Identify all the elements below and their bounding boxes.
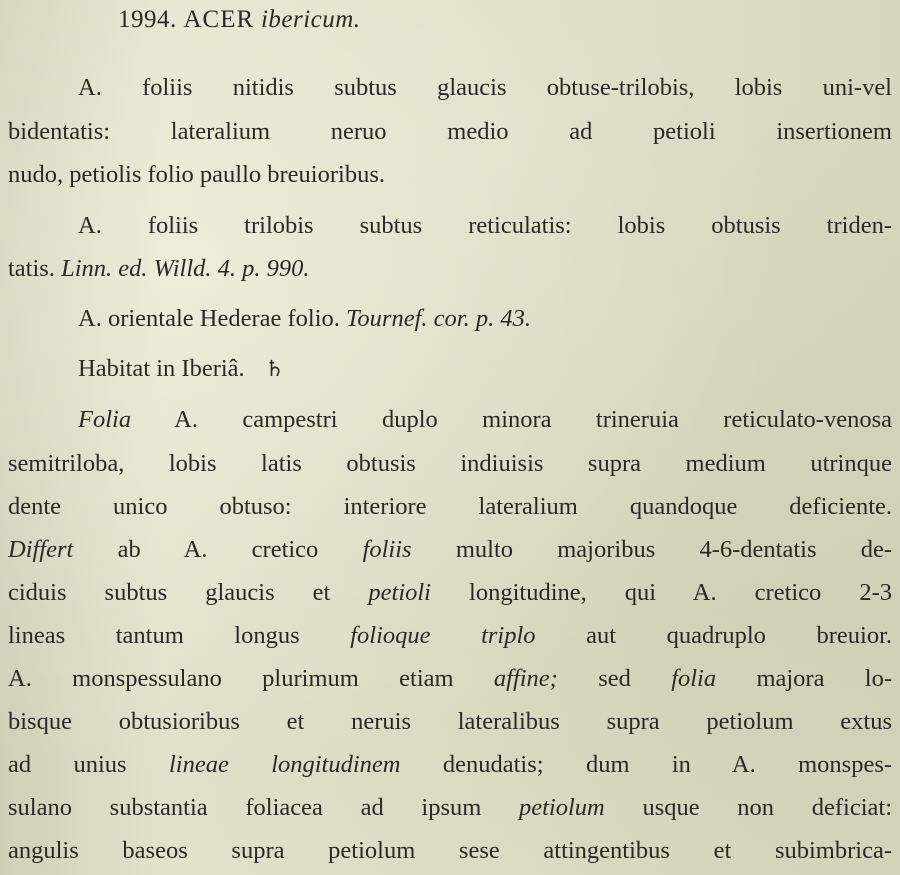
description-line-8: bisque obtusioribus et neruis lateralibus supra petiolum extus	[8, 708, 892, 735]
description-term: foliis	[362, 536, 412, 563]
description-text: multo majoribus 4-6-dentatis de-	[455, 536, 892, 563]
entry-heading	[118, 6, 361, 34]
description-line-1	[78, 405, 892, 435]
shrub-symbol-icon: ♄	[264, 357, 285, 382]
diagnosis-line-1: A. foliis nitidis subtus glaucis obtuse-trilobis, lobis uni-vel	[78, 74, 892, 101]
synonym-text: tatis.	[8, 255, 55, 282]
synonym-reference-2: Tournef. cor. p. 43.	[346, 305, 531, 332]
species-name: ibericum.	[260, 6, 361, 33]
description-text: denudatis; dum in A. monspes-	[442, 751, 892, 778]
description-line-7	[8, 664, 892, 694]
description-line-6	[8, 621, 892, 651]
description-term: petiolum	[519, 794, 605, 821]
description-text: ab A. cretico	[117, 536, 319, 563]
diagnosis-line-2: bidentatis: lateralium neruo medio ad petioli insertionem	[8, 118, 892, 145]
description-term: Differt	[8, 536, 74, 563]
description-text: majora lo-	[756, 665, 892, 692]
synonym-text-2: A. orientale Hederae folio.	[78, 305, 340, 332]
genus-name: ACER	[183, 6, 255, 33]
description-line-10	[8, 793, 892, 823]
description-line-11: angulis baseos supra petiolum sese attingentibus et subimbrica-	[8, 837, 892, 864]
description-term: folia	[671, 665, 717, 692]
description-term: petioli	[368, 579, 431, 606]
description-line-3: dente unico obtuso: interiore lateralium quandoque deficiente.	[8, 493, 892, 520]
description-text: sulano substantia foliacea ad ipsum	[8, 794, 482, 821]
description-text: lineas tantum longus	[8, 622, 300, 649]
description-text: A. monspessulano plurimum etiam	[8, 665, 454, 692]
description-line-2: semitriloba, lobis latis obtusis indiuisis supra medium utrinque	[8, 450, 892, 477]
description-term: affine;	[493, 665, 558, 692]
description-text: sed	[598, 665, 631, 692]
habitat-line	[78, 354, 892, 385]
description-text: longitudine, qui A. cretico 2-3	[469, 579, 892, 606]
synonym-line-2	[8, 254, 892, 284]
habitat-text: Habitat in Iberiâ.	[78, 355, 245, 382]
description-term: Folia	[78, 406, 132, 433]
description-text: usque non deficiat:	[642, 794, 892, 821]
synonym-reference: Linn. ed. Willd. 4. p. 990.	[61, 255, 310, 282]
description-text: ad unius	[8, 751, 127, 778]
description-text: aut quadruplo breuior.	[586, 622, 892, 649]
description-term: folioque triplo	[350, 622, 536, 649]
description-line-4	[8, 535, 892, 565]
entry-number: 1994.	[118, 6, 177, 33]
description-term: lineae longitudinem	[168, 751, 401, 778]
description-line-9	[8, 750, 892, 780]
diagnosis-line-3: nudo, petiolis folio paullo breuioribus.	[8, 161, 385, 188]
description-line-5	[8, 578, 892, 608]
synonym-line-3	[78, 304, 892, 334]
description-text: ciduis subtus glaucis et	[8, 579, 331, 606]
description-text: A. campestri duplo minora trineruia reticulato-venosa	[174, 406, 892, 433]
synonym-line-1: A. foliis trilobis subtus reticulatis: lobis obtusis triden-	[78, 212, 892, 239]
